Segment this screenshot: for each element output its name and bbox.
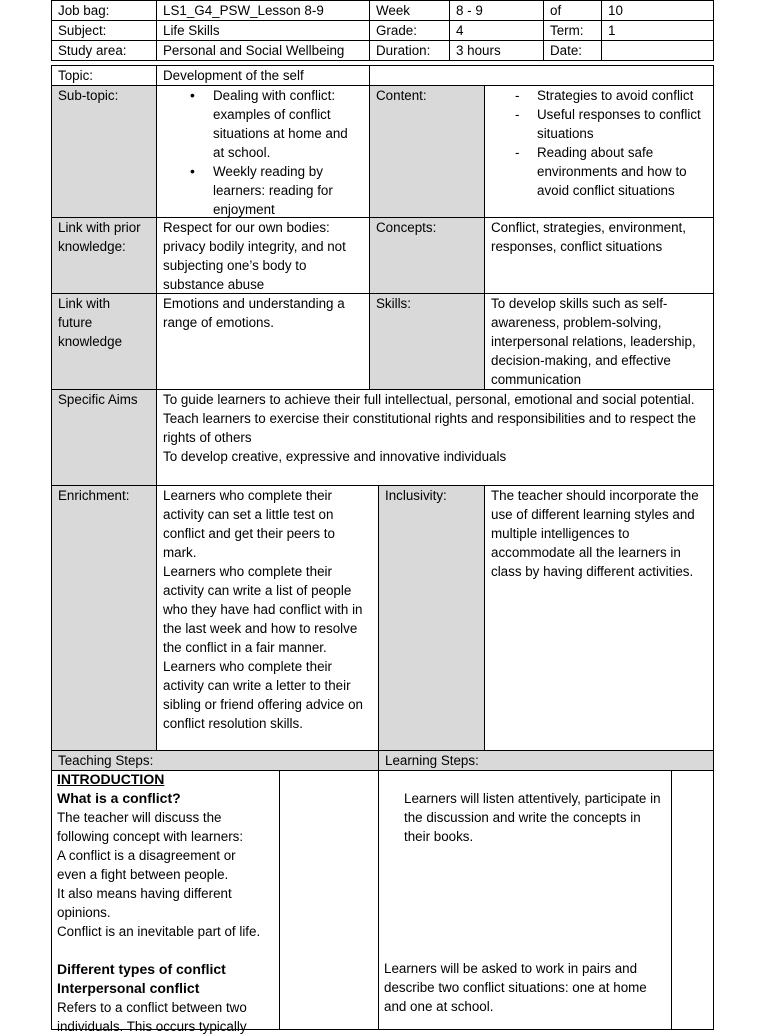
specific-aim: To guide learners to achieve their full intellectual, personal, emotional and social potential. xyxy=(163,392,695,407)
teaching-line: The teacher will discuss the xyxy=(57,810,222,825)
learning-step-1: Learners will listen attentively, participate in the discussion and write the concepts in their books. xyxy=(404,791,661,844)
subject-value: Life Skills xyxy=(156,20,370,41)
content-item: - Strategies to avoid conflict xyxy=(491,86,709,105)
teaching-line: even a fight between people. xyxy=(57,867,229,882)
spacer xyxy=(57,941,274,960)
study-area-value: Personal and Social Wellbeing xyxy=(156,40,370,61)
future-knowledge-label-line: future xyxy=(58,315,93,330)
content-list xyxy=(484,85,714,218)
teaching-line: individuals. This occurs typically xyxy=(57,1019,247,1034)
learning-step-2: Learners will be asked to work in pairs and describe two conflict situations: one at home and one at school. xyxy=(384,961,647,1014)
prior-knowledge-label xyxy=(51,217,157,294)
date-value[interactable] xyxy=(601,40,714,61)
date-label: Date: xyxy=(543,40,602,61)
learning-steps-label: Learning Steps: xyxy=(378,750,714,771)
subject-label: Subject: xyxy=(51,20,157,41)
job-bag-value: LS1_G4_PSW_Lesson 8-9 xyxy=(156,0,370,21)
duration-value: 3 hours xyxy=(449,40,544,61)
skills-label: Skills: xyxy=(369,293,485,390)
teaching-line: A conflict is a disagreement or xyxy=(57,848,236,863)
teaching-line: It also means having different xyxy=(57,886,232,901)
enrichment-item: Learners who complete their activity can write a list of people who they have had conflict with in the last week and how to resolve the conflict in a fair manner. xyxy=(163,564,363,655)
what-is-conflict-heading: What is a conflict? xyxy=(57,790,181,806)
future-knowledge-value: Emotions and understanding a range of emotions. xyxy=(156,293,370,390)
future-knowledge-label-line: Link with xyxy=(58,296,111,311)
enrichment-value xyxy=(156,485,379,751)
inclusivity-value: The teacher should incorporate the use of different learning styles and multiple intelligences to accommodate all the learners in class by having different activities. xyxy=(484,485,714,751)
subtopic-label: Sub-topic: xyxy=(51,85,157,218)
week-value: 8 - 9 xyxy=(449,0,544,21)
teaching-line: following concept with learners: xyxy=(57,829,244,844)
study-area-label: Study area: xyxy=(51,40,157,61)
specific-aim: To develop creative, expressive and innovative individuals xyxy=(163,449,507,464)
grade-value: 4 xyxy=(449,20,544,41)
future-knowledge-label xyxy=(51,293,157,390)
of-label: of xyxy=(543,0,602,21)
topic-label: Topic: xyxy=(51,65,157,86)
term-value: 1 xyxy=(601,20,714,41)
content-item: - Useful responses to conflict situations xyxy=(491,105,709,143)
enrichment-item: Learners who complete their activity can set a little test on conflict and get their peers to mark. xyxy=(163,488,335,560)
duration-label: Duration: xyxy=(369,40,450,61)
types-of-conflict-heading: Different types of conflict xyxy=(57,961,226,977)
prior-knowledge-label-line: Link with prior xyxy=(58,220,141,235)
specific-aims-label: Specific Aims xyxy=(51,389,157,486)
enrichment-item: Learners who complete their activity can write a letter to their sibling or friend offering advice on conflict resolution skills. xyxy=(163,659,363,731)
week-label: Week xyxy=(369,0,450,21)
interpersonal-conflict-heading: Interpersonal conflict xyxy=(57,980,200,996)
teaching-notes-column xyxy=(279,770,379,1030)
concepts-value: Conflict, strategies, environment, responses, conflict situations xyxy=(484,217,714,294)
content-label: Content: xyxy=(369,85,485,218)
of-value: 10 xyxy=(601,0,714,21)
enrichment-label: Enrichment: xyxy=(51,485,157,751)
prior-knowledge-value: Respect for our own bodies: privacy bodily integrity, and not subjecting one’s body to substance abuse xyxy=(156,217,370,294)
future-knowledge-label-line: knowledge xyxy=(58,334,123,349)
concepts-label: Concepts: xyxy=(369,217,485,294)
job-bag-label: Job bag: xyxy=(51,0,157,21)
specific-aims-value xyxy=(156,389,714,486)
grade-label: Grade: xyxy=(369,20,450,41)
teaching-line: Conflict is an inevitable part of life. xyxy=(57,924,261,939)
topic-blank xyxy=(369,65,714,86)
prior-knowledge-label-line: knowledge: xyxy=(58,239,126,254)
teaching-steps-content xyxy=(51,770,280,1034)
specific-aim: Teach learners to exercise their constitutional rights and responsibilities and to respect the rights of others xyxy=(163,411,696,445)
skills-value: To develop skills such as self-awareness, problem-solving, interpersonal relations, leadership, decision-making, and effective communication xyxy=(484,293,714,390)
introduction-heading: INTRODUCTION xyxy=(57,771,165,787)
term-label: Term: xyxy=(543,20,602,41)
subtopic-item: • Weekly reading by learners: reading for enjoyment xyxy=(163,162,351,219)
content-item: - Reading about safe environments and how to avoid conflict situations xyxy=(491,143,709,200)
teaching-line: Refers to a conflict between two xyxy=(57,1000,247,1015)
topic-value: Development of the self xyxy=(156,65,370,86)
teaching-steps-label: Teaching Steps: xyxy=(51,750,379,771)
teaching-line: opinions. xyxy=(57,905,111,920)
learning-notes-column xyxy=(671,770,714,1030)
subtopic-list xyxy=(156,85,370,218)
inclusivity-label: Inclusivity: xyxy=(378,485,485,751)
subtopic-item: • Dealing with conflict: examples of conflict situations at home and at school. xyxy=(163,86,351,162)
